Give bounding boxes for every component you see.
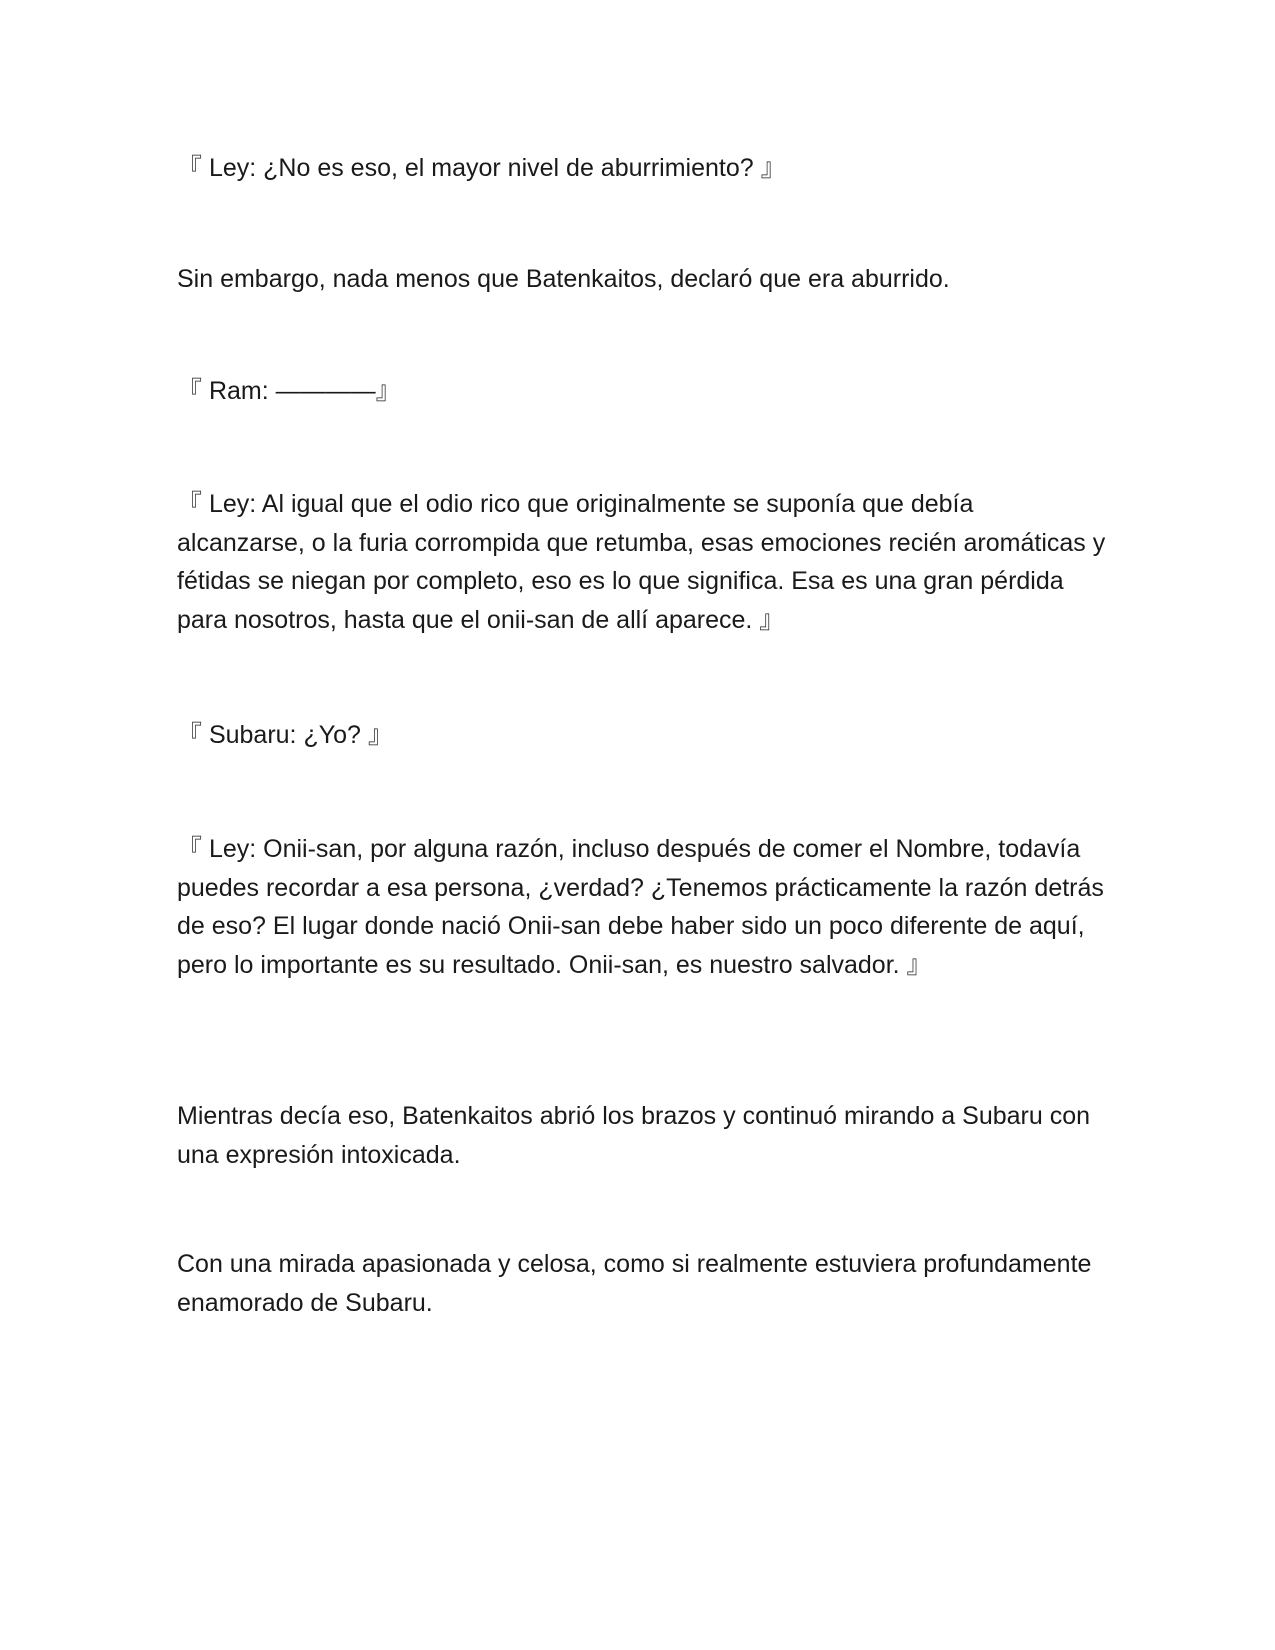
dialogue-ley-3: 『 Ley: Onii-san, por alguna razón, incluso después de comer el Nombre, todavía puedes recordar a esa persona, ¿verdad? ¿Tenemos prácticamente la razón detrás de eso? El lugar donde nació Onii-san debe haber sido un poco diferente de aquí, pero lo importante es su resultado. Onii-san, es nuestro salvador. 』 <box>177 835 1104 979</box>
narration-paragraph-3: Con una mirada apasionada y celosa, como si realmente estuviera profundamente enamorado de Subaru. <box>177 1250 1092 1317</box>
narration-paragraph-2: Mientras decía eso, Batenkaitos abrió los brazos y continuó mirando a Subaru con una expresión intoxicada. <box>177 1102 1091 1169</box>
dialogue-ley-2: 『 Ley: Al igual que el odio rico que originalmente se suponía que debía alcanzarse, o la furia corrompida que retumba, esas emociones recién aromáticas y fétidas se niegan por completo, eso es lo que significa. Esa es una gran pérdida para nosotros, hasta que el onii-san de allí aparece. 』 <box>177 490 1106 634</box>
dialogue-ram: 『 Ram: ————』 <box>177 377 401 405</box>
dialogue-subaru: 『 Subaru: ¿Yo? 』 <box>177 721 393 749</box>
dialogue-ley-1: 『 Ley: ¿No es eso, el mayor nivel de aburrimiento? 』 <box>177 154 786 182</box>
narration-paragraph-1: Sin embargo, nada menos que Batenkaitos, declaró que era aburrido. <box>177 265 950 293</box>
